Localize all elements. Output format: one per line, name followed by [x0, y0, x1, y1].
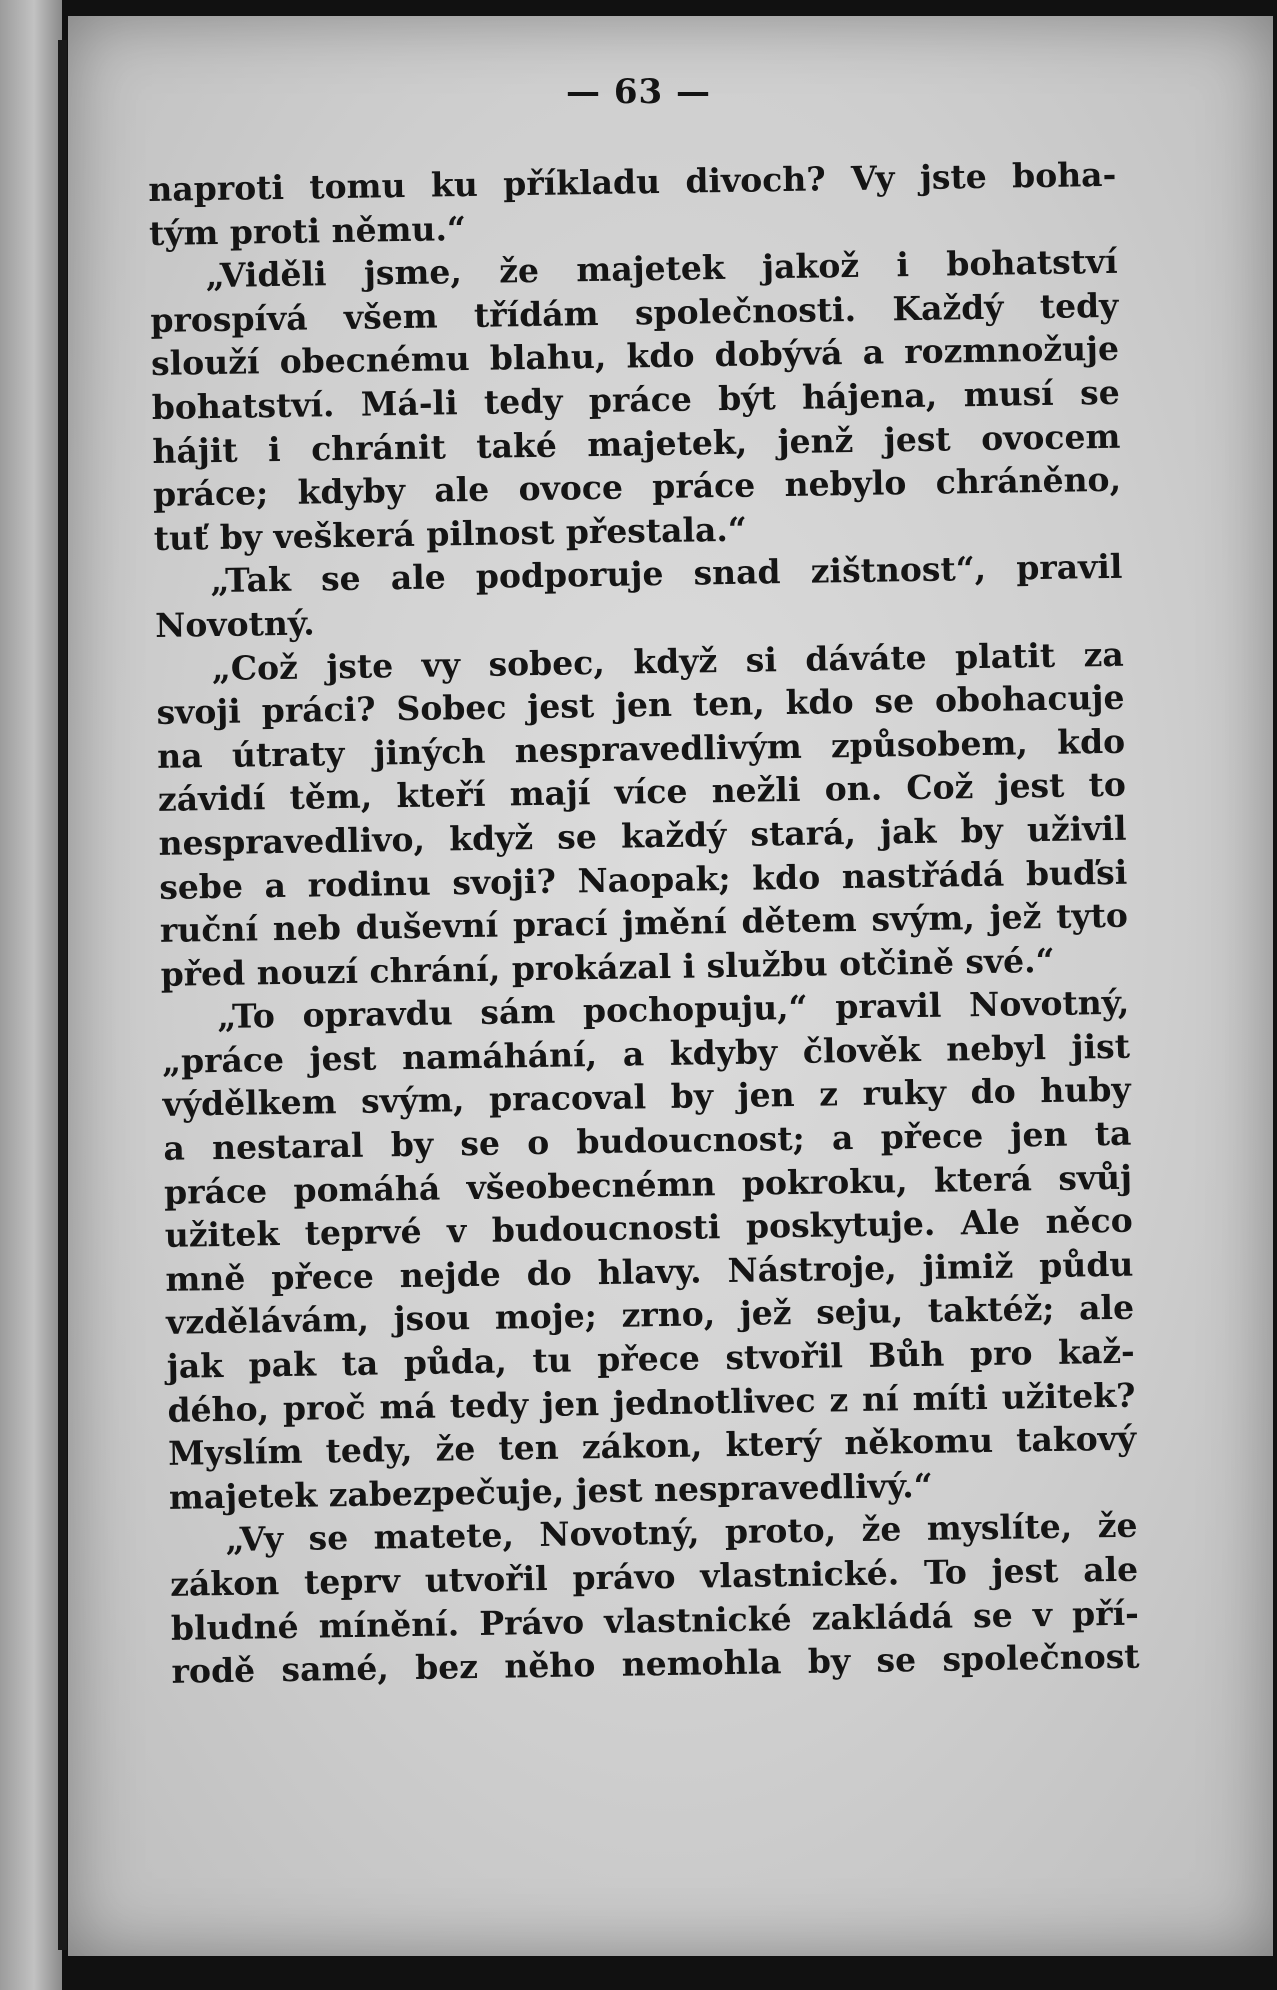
page-number: — 63 —	[566, 72, 711, 112]
text-line: svoji práci? Sobec jest jen ten, kdo se obohacuje	[156, 677, 1125, 733]
text-line: užitek teprvé v budoucnosti poskytuje. Ale něco	[164, 1200, 1133, 1256]
text-line: slouží obecnému blahu, kdo dobývá a rozmnožuje	[150, 329, 1120, 384]
text-line: Myslím tedy, že ten zákon, který někomu takový	[167, 1418, 1137, 1474]
text-line: majetek zabezpečuje, jest nespravedlivý.“	[168, 1465, 933, 1517]
text-line: tým proti němu.“	[148, 208, 467, 253]
text-line: tuť by veškerá pilnost přestala.“	[153, 509, 748, 558]
body-text	[148, 153, 1140, 1694]
previous-page-edge	[0, 0, 62, 1990]
text-line: práce pomáhá všeobecnémn pokroku, která svůj	[163, 1157, 1133, 1212]
text-line: nespravedlivo, když se každý stará, jak by uživil	[158, 808, 1127, 863]
text-line: hájit i chránit také majetek, jenž jest ovocem	[152, 416, 1121, 471]
text-line: bludné mínění. Právo vlastnické zakládá se v pří-	[170, 1593, 1140, 1648]
text-line: „Což jste vy sobec, když si dáváte platit za	[211, 634, 1125, 688]
text-line: vzdělávám, jsou moje; zrno, jež seju, taktéž; ale	[165, 1288, 1135, 1343]
text-line: práce; kdyby ale ovoce práce nebylo chráněno,	[152, 459, 1122, 515]
text-line: sebe a rodinu svoji? Naopak; kdo nastřádá buďsi	[158, 852, 1128, 907]
text-line: dého, proč má tedy jen jednotlivec z ní míti užitek?	[167, 1375, 1136, 1430]
text-line: „práce jest namáhání, a kdyby člověk nebyl jist	[161, 1026, 1131, 1081]
text-line: prospívá všem třídám společnosti. Každý tedy	[150, 285, 1119, 340]
text-line: „Vy se matete, Novotný, proto, že myslíte, že	[225, 1506, 1138, 1560]
binding-gutter	[58, 40, 67, 1950]
text-line: výdělkem svým, pracoval by jen z ruky do huby	[162, 1070, 1131, 1125]
text-line: rodě samé, bez něho nemohla by se společnost	[171, 1636, 1140, 1691]
text-line: naproti tomu ku příkladu divoch? Vy jste boha-	[148, 154, 1117, 209]
text-line: na útraty jiných nespravedlivým způsobem, kdo	[156, 721, 1126, 776]
text-line: jak pak ta půda, tu přece stvořil Bůh pro kaž-	[166, 1331, 1136, 1386]
text-line: mně přece nejde do hlavy. Nástroje, jimiž půdu	[165, 1244, 1134, 1299]
text-line: ruční neb duševní prací jmění dětem svým, jež tyto	[159, 895, 1129, 950]
text-line: a nestaral by se o budoucnost; a přece jen ta	[163, 1113, 1132, 1168]
text-line: Novotný.	[154, 603, 315, 645]
text-line: „To opravdu sám pochopuju,“ pravil Novotný,	[217, 982, 1130, 1037]
text-line: „Tak se ale podporuje snad zištnost“, pravil	[210, 547, 1123, 601]
text-line: zákon teprv utvořil právo vlastnické. To jest ale	[169, 1549, 1139, 1604]
text-line: „Viděli jsme, že majetek jakož i bohatství	[205, 241, 1118, 296]
text-line: závidí těm, kteří mají více nežli on. Což jest to	[157, 765, 1127, 820]
text-line: před nouzí chrání, prokázal i službu otčině své.“	[160, 940, 1055, 994]
text-line: bohatství. Má-li tedy práce být hájena, musí se	[151, 372, 1120, 427]
